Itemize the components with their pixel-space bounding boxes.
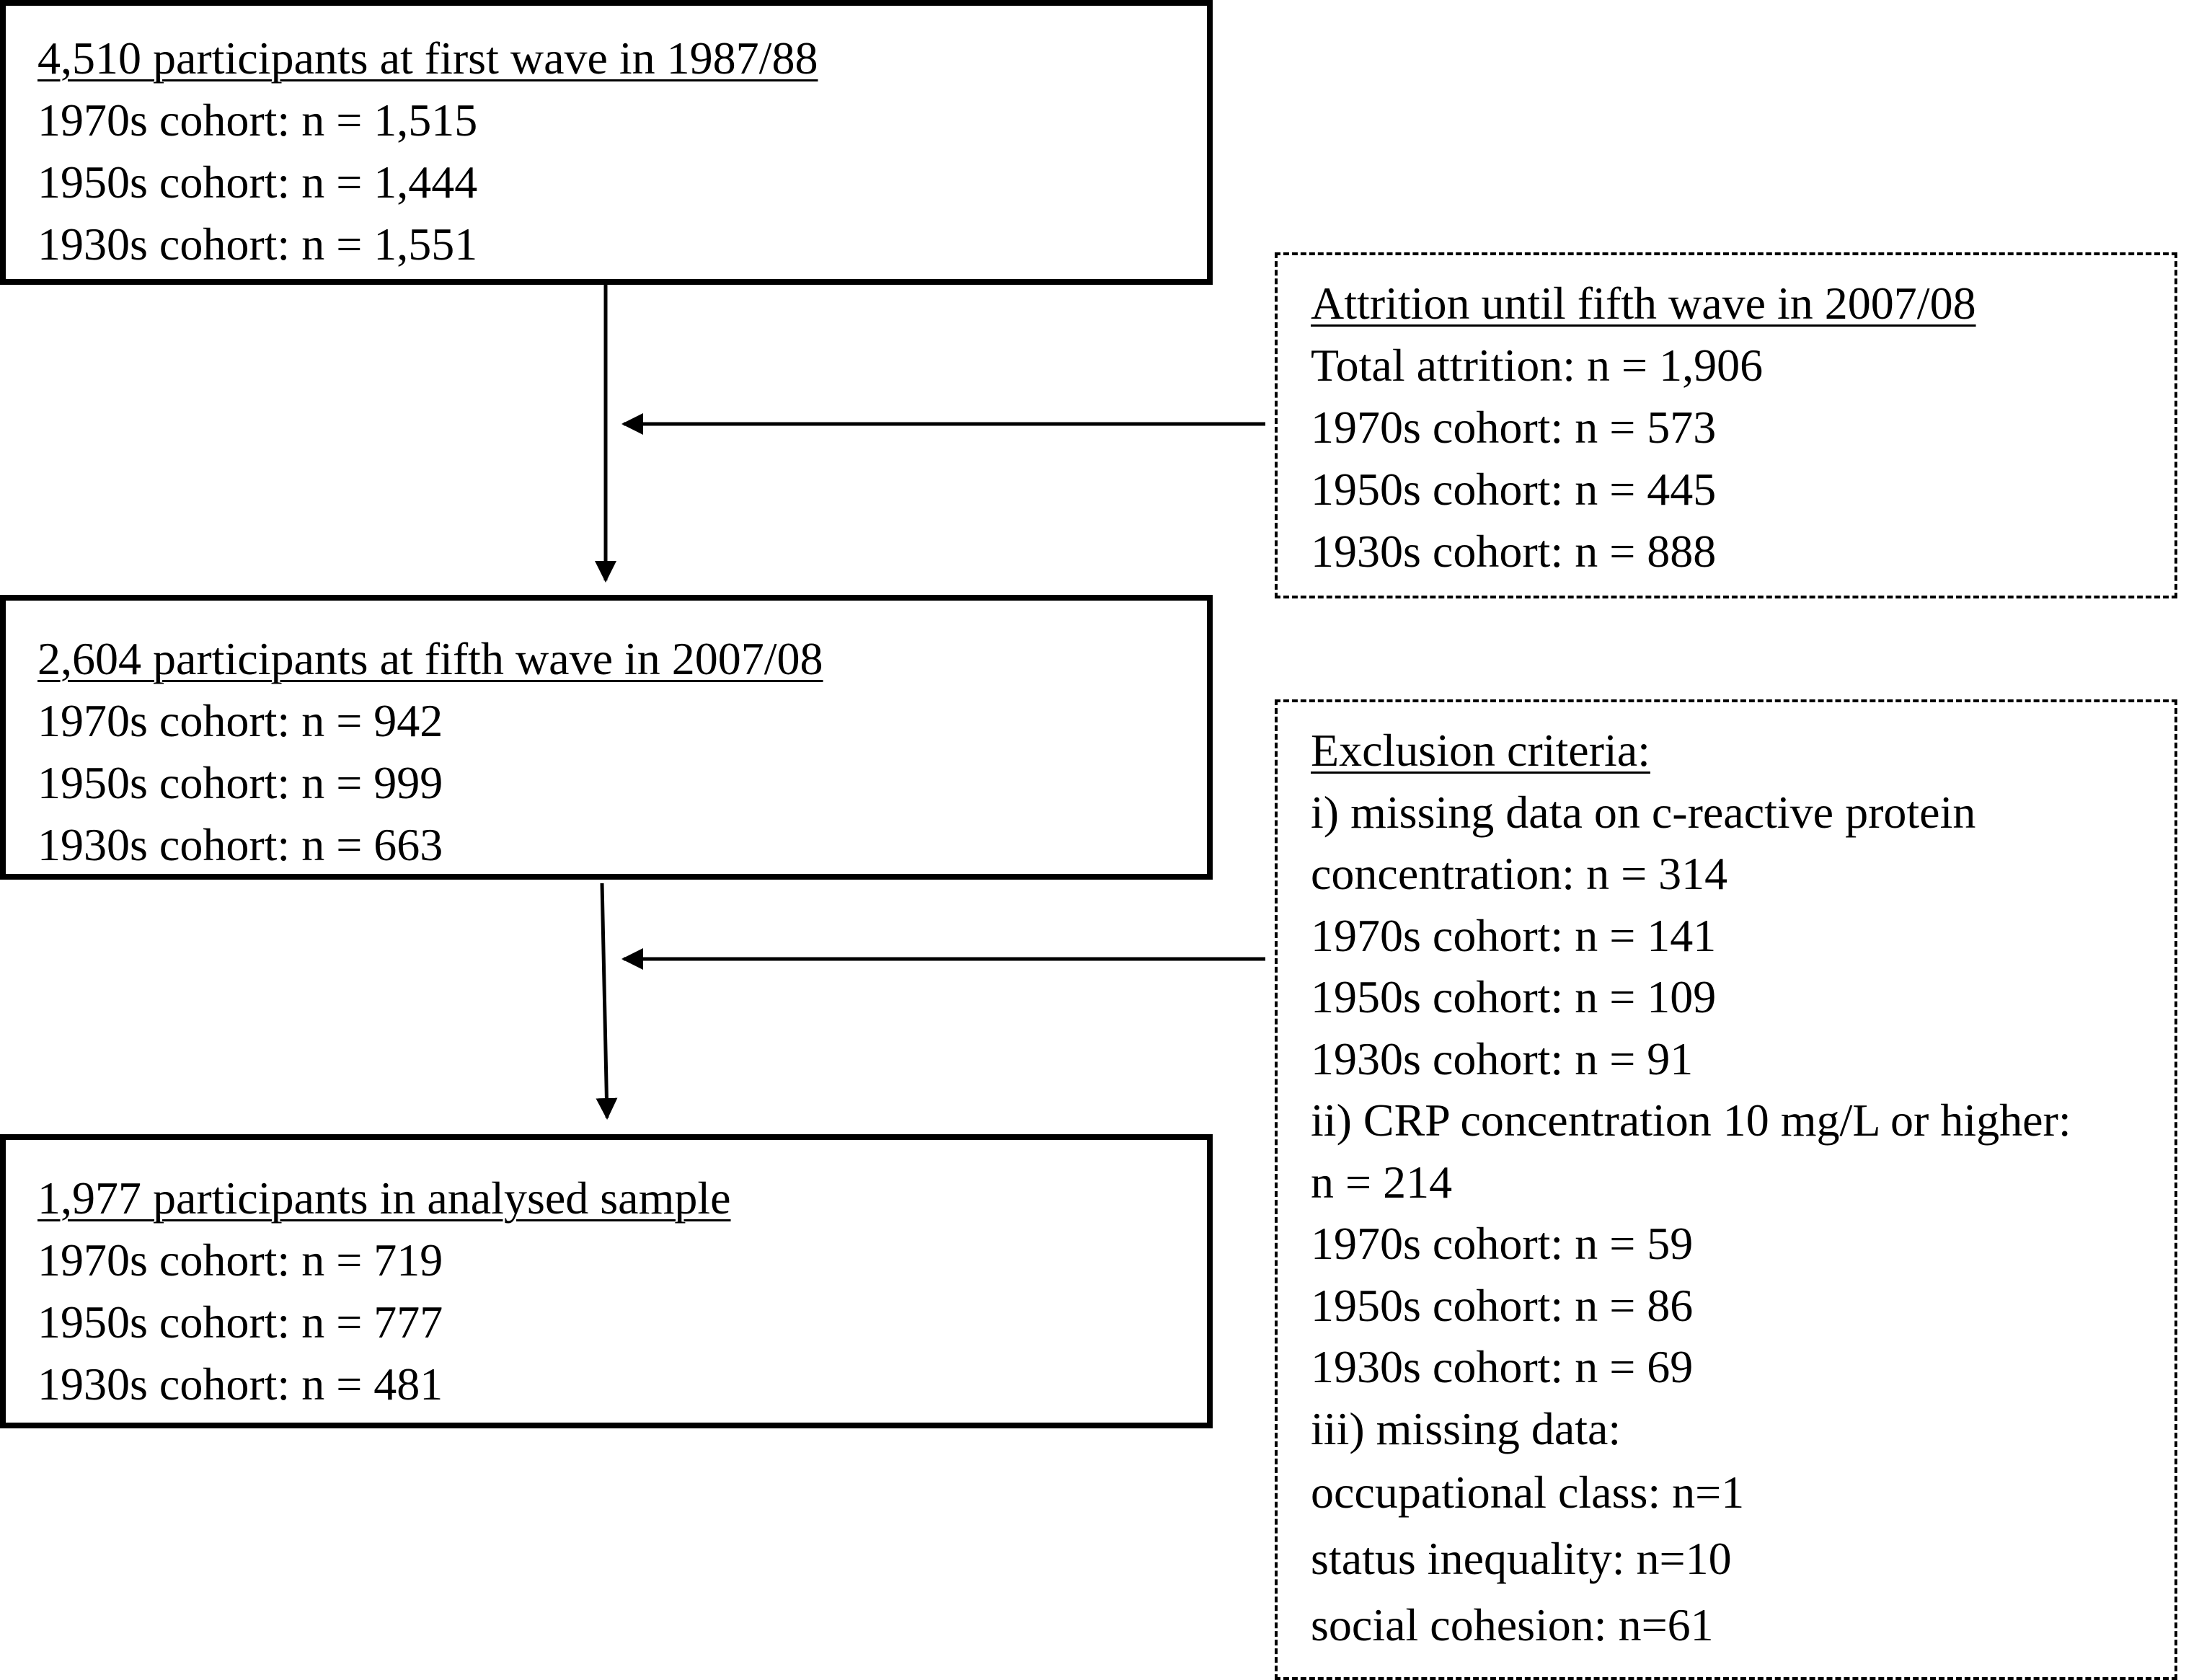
- first-wave-cohort-1930s: 1930s cohort: n = 1,551: [37, 218, 478, 270]
- exclusion-crp-high: ii) CRP concentration 10 mg/L or higher:: [1311, 1095, 2071, 1146]
- exclusion-crp-missing-1950s: 1950s cohort: n = 109: [1311, 971, 1717, 1022]
- fifth-wave-cohort-1930s: 1930s cohort: n = 663: [37, 819, 443, 870]
- exclusion-crp-missing-1930s: 1930s cohort: n = 91: [1311, 1033, 1694, 1084]
- exclusion-occupational-class: occupational class: n=1: [1311, 1467, 1745, 1518]
- analysed-sample-box: [0, 1134, 1213, 1428]
- exclusion-status-inequality: status inequality: n=10: [1311, 1533, 1732, 1584]
- exclusion-crp-high-1970s: 1970s cohort: n = 59: [1311, 1218, 1694, 1269]
- attrition-title: Attrition until fifth wave in 2007/08: [1311, 278, 1976, 329]
- fifth-wave-cohort-1950s: 1950s cohort: n = 999: [37, 757, 443, 808]
- exclusion-missing-data: iii) missing data:: [1311, 1402, 1621, 1454]
- exclusion-crp-high-1950s: 1950s cohort: n = 86: [1311, 1279, 1694, 1331]
- attrition-cohort-1930s: 1930s cohort: n = 888: [1311, 526, 1717, 577]
- fifth-wave-title: 2,604 participants at fifth wave in 2007/08: [37, 633, 823, 684]
- attrition-cohort-1950s: 1950s cohort: n = 445: [1311, 464, 1717, 515]
- first-wave-cohort-1950s: 1950s cohort: n = 1,444: [37, 156, 478, 208]
- analysed-title: 1,977 participants in analysed sample: [37, 1172, 731, 1224]
- exclusion-crp-missing-count: concentration: n = 314: [1311, 848, 1728, 899]
- exclusion-box: [1275, 699, 2177, 1680]
- first-wave-title: 4,510 participants at first wave in 1987/88: [37, 32, 818, 84]
- attrition-total: Total attrition: n = 1,906: [1311, 340, 1764, 391]
- exclusion-crp-high-1930s: 1930s cohort: n = 69: [1311, 1341, 1694, 1392]
- exclusion-crp-missing: i) missing data on c-reactive protein: [1311, 786, 1976, 838]
- first-wave-cohort-1970s: 1970s cohort: n = 1,515: [37, 94, 478, 146]
- first-wave-box: [0, 0, 1213, 285]
- arrow-fifth-to-analysed: [602, 883, 607, 1118]
- exclusion-crp-high-count: n = 214: [1311, 1156, 1453, 1208]
- analysed-cohort-1950s: 1950s cohort: n = 777: [37, 1296, 443, 1348]
- exclusion-title: Exclusion criteria:: [1311, 725, 1650, 776]
- attrition-box: [1275, 252, 2177, 598]
- analysed-cohort-1970s: 1970s cohort: n = 719: [37, 1234, 443, 1286]
- exclusion-social-cohesion: social cohesion: n=61: [1311, 1599, 1714, 1650]
- analysed-cohort-1930s: 1930s cohort: n = 481: [37, 1358, 443, 1410]
- fifth-wave-cohort-1970s: 1970s cohort: n = 942: [37, 695, 443, 746]
- attrition-cohort-1970s: 1970s cohort: n = 573: [1311, 402, 1717, 453]
- fifth-wave-box: [0, 595, 1213, 880]
- exclusion-crp-missing-1970s: 1970s cohort: n = 141: [1311, 909, 1717, 961]
